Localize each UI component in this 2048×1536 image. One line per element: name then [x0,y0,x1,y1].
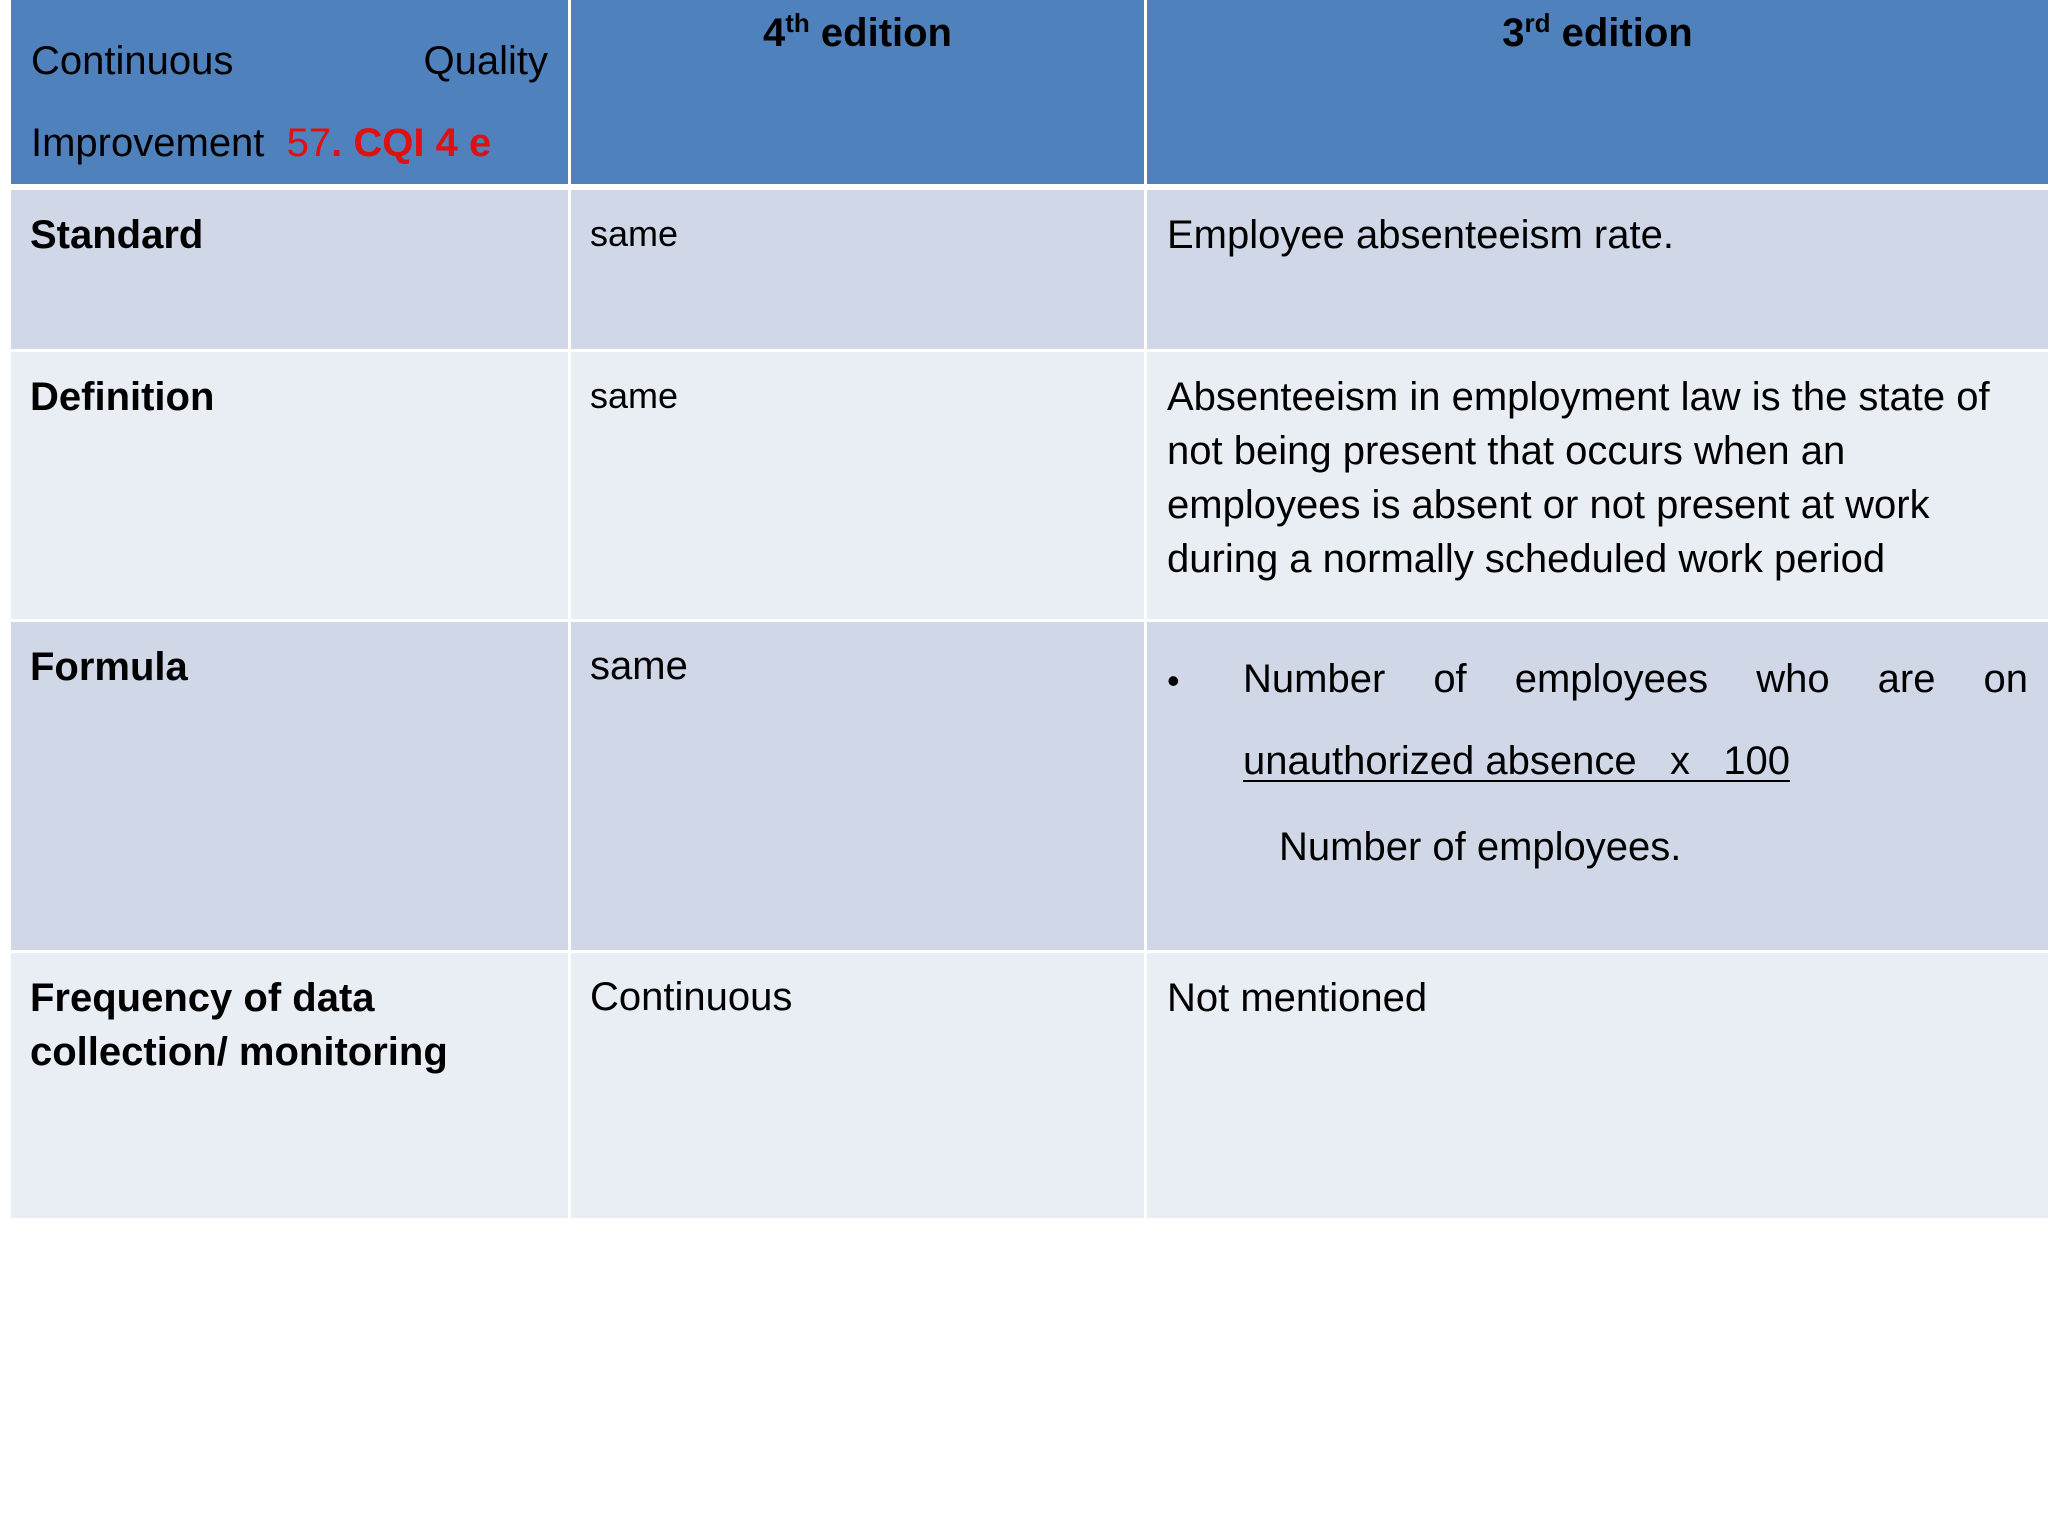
cell-4th-definition: same [570,350,1146,620]
standard-code-label: . CQI 4 e [331,121,492,165]
bullet-icon: • [1167,659,1180,701]
formula-word: employees [1514,656,1709,701]
cell-3rd-standard: Employee absenteeism rate. [1146,187,2048,350]
formula-numerator-line1 [1243,638,2028,720]
header-row [10,0,2048,187]
topic-word-quality: Quality [423,39,548,83]
formula-block [1167,640,2028,892]
cell-3rd-formula [1146,620,2048,951]
formula-word: are [1877,656,1936,701]
header-topic-line2 [31,102,548,184]
formula-denominator: Number of employees. [1279,824,1682,869]
formula-word: Number [1243,656,1386,701]
edition-word: edition [1550,11,1693,55]
formula-word: of [1433,656,1467,701]
header-topic-line1 [31,20,548,102]
row-label-standard: Standard [10,187,570,350]
topic-word-continuous: Continuous [31,39,234,83]
row-label-definition: Definition [10,350,570,620]
cell-3rd-frequency: Not mentioned [1146,951,2048,1219]
edition-suffix: rd [1524,8,1551,38]
standard-code-number: 57 [286,121,332,165]
edition-word: edition [809,11,952,55]
header-topic-cell [10,0,570,187]
topic-word-improvement: Improvement [31,121,265,165]
row-label-formula: Formula [10,620,570,951]
comparison-table [8,0,2048,1221]
edition-suffix: th [785,8,810,38]
row-label-frequency: Frequency of data collection/ monitoring [10,951,570,1219]
edition-number: 3 [1502,11,1525,55]
table-row-standard [10,187,2048,350]
formula-word: on [1983,656,2028,701]
cell-3rd-definition: Absenteeism in employment law is the state of not being present that occurs when an employees is absent or not present at work during a normally scheduled work period [1146,350,2048,620]
table-row-definition [10,350,2048,620]
edition-number: 4 [762,11,786,55]
header-3rd-edition [1146,0,2048,187]
table-row-formula [10,620,2048,951]
cell-4th-formula: same [570,620,1146,951]
standard-code [287,121,492,165]
formula-numerator-line2: unauthorized absence x 100 [1243,738,1791,783]
header-4th-edition [570,0,1146,187]
cell-4th-standard: same [570,187,1146,350]
cell-4th-frequency: Continuous [570,951,1146,1219]
table-row-frequency [10,951,2048,1219]
formula-word: who [1756,656,1830,701]
